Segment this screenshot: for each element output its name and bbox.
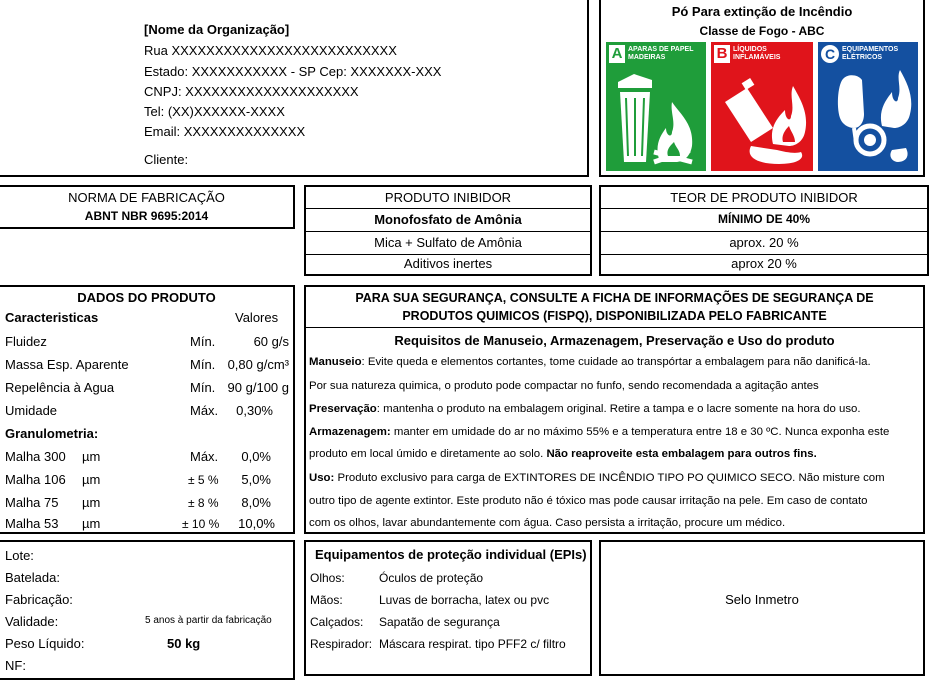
peso-value: 50 kg [167,636,201,651]
norma-value: ABNT NBR 9695:2014 [84,209,209,223]
fire-class-box [599,0,925,177]
mesh-limit: ± 5 % [188,473,219,487]
mesh-unit: µm [82,516,101,531]
inhibitor-row: Monofosfato de Amônia [374,212,522,227]
mesh-limit: ± 10 % [182,517,220,531]
organization-cnpj: CNPJ: XXXXXXXXXXXXXXXXXXXX [144,84,359,99]
class-a-panel [606,42,706,171]
uso-line [309,467,920,489]
property-value: 0,80 g/cm³ [227,357,289,372]
epi-value: Máscara respirat. tipo PFF2 c/ filtro [379,637,566,651]
class-b-panel [711,42,813,171]
armazenagem-text2: produto em local úmido e diretamente ao solo. [309,448,547,460]
characteristics-header: Caracteristicas [5,310,99,325]
mesh-unit: µm [82,449,101,464]
property-limit: Máx. [190,403,219,418]
norma-header: NORMA DE FABRICAÇÃO [68,190,225,205]
armazenagem-text: manter em umidade do ar no máximo 55% e a temperatura entre 18 e 30 ºC. Nunca exponha este [390,426,890,438]
peso-label: Peso Líquido: [5,636,85,651]
epi-box [304,540,592,676]
property-name: Fluidez [5,334,47,349]
inhibitor-row: Aditivos inertes [403,256,493,271]
mesh-unit: µm [82,472,101,487]
inhibitor-box [304,185,592,276]
organization-box [0,0,589,177]
mesh-value: 8,0% [241,495,271,510]
property-limit: Mín. [190,334,216,349]
content-row: MÍNIMO DE 40% [717,212,810,226]
class-c-label2: ELÉTRICOS [842,54,883,61]
armazenagem-line [309,421,920,443]
class-c-panel [818,42,918,171]
property-value: 90 g/100 g [227,380,289,395]
inmetro-seal-label: Selo Inmetro [725,592,799,607]
class-b-letter: B [714,45,730,63]
mesh-name: Malha 75 [5,495,59,510]
epi-label: Mãos: [310,593,343,607]
epi-value: Luvas de borracha, latex ou pvc [379,593,550,607]
epi-value: Óculos de proteção [379,571,484,585]
content-row: aprox. 20 % [729,235,799,250]
class-c-label1: EQUIPAMENTOS [842,46,899,53]
armazenagem-line2 [309,443,920,465]
client-label: Cliente: [144,152,189,167]
lote-label: Lote: [5,548,34,563]
property-name: Massa Esp. Aparente [5,357,129,372]
uso-line2: outro tipo de agente extintor. Este produto não é tóxico mas pode causar irritação na pele. Em caso de contato [309,495,868,507]
class-c-letter: C [821,45,839,63]
property-limit: Mín. [190,380,216,395]
inhibitor-header: PRODUTO INIBIDOR [384,190,512,205]
batch-box [0,540,295,680]
organization-tel: Tel: (XX)XXXXXX-XXXX [144,104,285,119]
fabricacao-label: Fabricação: [5,592,73,607]
uso-line3: com os olhos, lavar abundantemente com água. Caso persista a irritação, procure um médico. [309,517,786,529]
epi-label: Respirador: [310,637,373,651]
seal-box [599,540,925,676]
class-b-label1: LÍQUIDOS [733,46,767,53]
product-data-title: DADOS DO PRODUTO [77,290,216,305]
requirements-subheader: Requisitos de Manuseio, Armazenagem, Preservação e Uso do produto [394,333,835,348]
manuseio-text: : Evite queda e elementos cortantes, tome cuidade ao transpórtar a embalagem para não danificá-la. [361,356,871,368]
batelada-label: Batelada: [5,570,60,585]
safety-header-line1: PARA SUA SEGURANÇA, CONSULTE A FICHA DE INFORMAÇÕES DE SEGURANÇA DE [355,291,874,305]
class-a-label1: APARAS DE PAPEL [628,46,694,53]
manuseio-line [309,351,920,373]
organization-state-cep: Estado: XXXXXXXXXXX - SP Cep: XXXXXXX-XXX [144,64,442,79]
trash-fire-icon [610,66,702,168]
preservacao-label: Preservação [309,403,377,415]
organization-email: Email: XXXXXXXXXXXXXX [144,124,306,139]
mesh-limit: Máx. [190,449,219,464]
values-header: Valores [235,310,279,325]
property-name: Umidade [5,403,58,418]
class-b-label2: INFLAMÁVEIS [733,54,781,61]
mesh-value: 5,0% [241,472,271,487]
mesh-name: Malha 53 [5,516,59,531]
preservacao-line [309,398,920,420]
validade-label: Validade: [5,614,59,629]
product-data-box [0,285,295,534]
uso-label: Uso: [309,472,335,484]
class-a-letter: A [609,45,625,63]
mesh-name: Malha 300 [5,449,66,464]
safety-box [304,285,925,534]
epi-title: Equipamentos de proteção individual (EPIs) [315,547,587,562]
mesh-limit: ± 8 % [188,496,219,510]
organization-street: Rua XXXXXXXXXXXXXXXXXXXXXXXXXX [144,43,397,58]
preservacao-text: : mantenha o produto na embalagem original. Retire a tampa e o lacre somente na hora do uso. [376,403,861,415]
armazenagem-bold: Não reaproveite esta embalagem para outros fins. [546,448,817,460]
class-a-label2: MADEIRAS [628,54,666,61]
mesh-value: 0,0% [241,449,271,464]
mesh-name: Malha 106 [5,472,66,487]
epi-label: Calçados: [310,615,364,629]
mesh-value: 10,0% [238,516,275,531]
organization-name: [Nome da Organização] [144,22,290,37]
inhibitor-content-box [599,185,929,276]
inhibitor-row: Mica + Sulfato de Amônia [374,235,522,250]
uso-text: Produto exclusivo para carga de EXTINTORES DE INCÊNDIO TIPO PO QUIMICO SECO. Não misture com [334,472,885,484]
nf-label: NF: [5,658,26,673]
norma-box [0,185,295,229]
safety-header-line2: PRODUTOS QUIMICOS (FISPQ), DISPONIBILIZADA PELO FABRICANTE [402,309,827,323]
armazenagem-label: Armazenagem: [309,426,391,438]
validade-value: 5 anos à partir da fabricação [145,615,272,626]
property-value: 60 g/s [253,334,289,349]
epi-label: Olhos: [310,571,345,585]
manuseio-line2: Por sua natureza quimica, o produto pode compactar no funfo, sendo recomendada a agitação antes [309,380,819,392]
property-limit: Mín. [190,357,216,372]
content-row: aprox 20 % [731,256,797,271]
property-value: 0,30% [236,403,273,418]
epi-value: Sapatão de segurança [379,615,500,629]
flammable-liquid-icon [715,66,809,168]
granulometry-label: Granulometria: [5,426,99,441]
fire-class-title: Pó Para extinção de Incêndio [671,4,853,19]
manuseio-label: Manuseio [309,356,362,368]
electrical-equipment-icon [822,66,914,168]
property-name: Repelência à Agua [5,380,115,395]
content-header: TEOR DE PRODUTO INIBIDOR [670,190,858,205]
mesh-unit: µm [82,495,101,510]
fire-class-subtitle: Classe de Fogo - ABC [699,24,825,38]
